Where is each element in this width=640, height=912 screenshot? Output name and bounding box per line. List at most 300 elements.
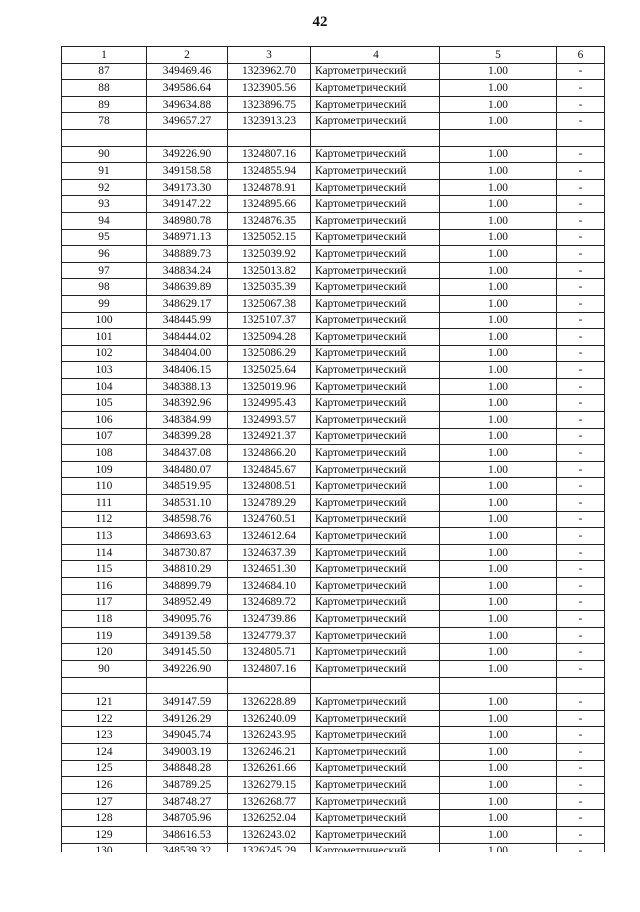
table-cell-col-1: 116 bbox=[62, 578, 147, 595]
table-cell-col-6: - bbox=[557, 445, 605, 462]
table-cell-col-3: 1326243.02 bbox=[228, 826, 311, 843]
table-cell-col-2: 348598.76 bbox=[147, 511, 228, 528]
table-cell-col-2: 348480.07 bbox=[147, 461, 228, 478]
table-cell-col-5: 1.00 bbox=[440, 345, 557, 362]
table-cell-col-5: 1.00 bbox=[440, 793, 557, 810]
table-cell-col-2: 349586.64 bbox=[147, 80, 228, 97]
table-row bbox=[62, 212, 605, 229]
table-row bbox=[62, 295, 605, 312]
table-cell-col-1: 97 bbox=[62, 262, 147, 279]
table-cell-col-6: - bbox=[557, 777, 605, 794]
table-cell-col-1: 127 bbox=[62, 793, 147, 810]
table-cell-col-2: 349158.58 bbox=[147, 163, 228, 180]
table-cell-col-3: 1323913.23 bbox=[228, 113, 311, 130]
column-header-3: 3 bbox=[228, 47, 311, 64]
table-cell-col-5: 1.00 bbox=[440, 777, 557, 794]
header-row bbox=[62, 47, 605, 64]
table-row bbox=[62, 229, 605, 246]
table-cell-col-2: 348519.95 bbox=[147, 478, 228, 495]
table-cell-col-6: - bbox=[557, 229, 605, 246]
table-cell-col-5: 1.00 bbox=[440, 528, 557, 545]
table-cell-col-1: 96 bbox=[62, 246, 147, 263]
table-cell-col-6: - bbox=[557, 793, 605, 810]
table-cell-col-1: 105 bbox=[62, 395, 147, 412]
table-cell-col-4: Картометрический bbox=[311, 412, 440, 429]
table-cell-col-5: 1.00 bbox=[440, 627, 557, 644]
table-cell-col-5: 1.00 bbox=[440, 212, 557, 229]
table-row bbox=[62, 578, 605, 595]
table-cell-col-4: Картометрический bbox=[311, 445, 440, 462]
table-cell-col-3: 1324684.10 bbox=[228, 578, 311, 595]
table-cell-col-5: 1.00 bbox=[440, 312, 557, 329]
table-cell-col-4: Картометрический bbox=[311, 196, 440, 213]
table-cell-col-3: 1324739.86 bbox=[228, 611, 311, 628]
table-cell-col-6: - bbox=[557, 378, 605, 395]
table-cell-col-6: - bbox=[557, 594, 605, 611]
table-cell-col-5: 1.00 bbox=[440, 478, 557, 495]
table-cell-col-3: 1325107.37 bbox=[228, 312, 311, 329]
table-cell-col-5: 1.00 bbox=[440, 96, 557, 113]
table-cell-col-5: 1.00 bbox=[440, 727, 557, 744]
table-cell-col-3: 1324866.20 bbox=[228, 445, 311, 462]
table-cell-col-4: Картометрический bbox=[311, 578, 440, 595]
column-header-2: 2 bbox=[147, 47, 228, 64]
table-cell-col-6: - bbox=[557, 113, 605, 130]
table-cell-col-1: 88 bbox=[62, 80, 147, 97]
table-cell-col-1: 124 bbox=[62, 743, 147, 760]
table-cell-col-3: 1324807.16 bbox=[228, 660, 311, 677]
table-cell-col-5: 1.00 bbox=[440, 63, 557, 80]
table-row bbox=[62, 428, 605, 445]
table-cell-col-1: 122 bbox=[62, 710, 147, 727]
table-cell-col-2: 348629.17 bbox=[147, 295, 228, 312]
table-cell-col-2: 349147.22 bbox=[147, 196, 228, 213]
table-cell-col-3: 1324805.71 bbox=[228, 644, 311, 661]
table-cell-col-6: - bbox=[557, 710, 605, 727]
table-cell-col-3: 1325035.39 bbox=[228, 279, 311, 296]
table-row bbox=[62, 644, 605, 661]
section-separator-row bbox=[62, 677, 605, 694]
table-cell-col-1: 106 bbox=[62, 412, 147, 429]
table-cell-col-3: 1324995.43 bbox=[228, 395, 311, 412]
page-number: 42 bbox=[312, 14, 328, 30]
table-cell-col-2: 348531.10 bbox=[147, 495, 228, 512]
table-cell-col-3: 1325039.92 bbox=[228, 246, 311, 263]
table-cell-col-5: 1.00 bbox=[440, 163, 557, 180]
table-row bbox=[62, 362, 605, 379]
table-cell-col-1: 126 bbox=[62, 777, 147, 794]
table-row bbox=[62, 777, 605, 794]
table-row bbox=[62, 727, 605, 744]
table-cell-col-3: 1326240.09 bbox=[228, 710, 311, 727]
table-cell-col-2: 349226.90 bbox=[147, 146, 228, 163]
table-cell-col-4: Картометрический bbox=[311, 96, 440, 113]
table-cell-col-6: - bbox=[557, 196, 605, 213]
table-cell-col-5: 1.00 bbox=[440, 395, 557, 412]
table-cell-col-3: 1325086.29 bbox=[228, 345, 311, 362]
table-cell-col-1: 115 bbox=[62, 561, 147, 578]
table-cell-col-3: 1324637.39 bbox=[228, 544, 311, 561]
empty-cell bbox=[228, 129, 311, 146]
table-cell-col-3: 1325013.82 bbox=[228, 262, 311, 279]
table-cell-col-4: Картометрический bbox=[311, 660, 440, 677]
table-row bbox=[62, 63, 605, 80]
table-cell-col-3: 1325019.96 bbox=[228, 378, 311, 395]
table-cell-col-2: 348980.78 bbox=[147, 212, 228, 229]
table-cell-col-2: 349147.59 bbox=[147, 694, 228, 711]
table-cell-col-6: - bbox=[557, 578, 605, 595]
table-cell-col-6: - bbox=[557, 528, 605, 545]
table-row bbox=[62, 528, 605, 545]
table-cell-col-4: Картометрический bbox=[311, 279, 440, 296]
table-cell-col-2: 349173.30 bbox=[147, 179, 228, 196]
table-cell-col-3: 1324993.57 bbox=[228, 412, 311, 429]
table-cell-col-5: 1.00 bbox=[440, 810, 557, 827]
table-row bbox=[62, 694, 605, 711]
table-cell-col-1: 109 bbox=[62, 461, 147, 478]
table-cell-col-6: - bbox=[557, 561, 605, 578]
table-cell-col-3: 1324876.35 bbox=[228, 212, 311, 229]
table-cell-col-4: Картометрический bbox=[311, 594, 440, 611]
table-cell-col-4: Картометрический bbox=[311, 644, 440, 661]
table-row bbox=[62, 611, 605, 628]
table-cell-col-4: Картометрический bbox=[311, 694, 440, 711]
table-cell-col-4: Картометрический bbox=[311, 561, 440, 578]
table-cell-col-4: Картометрический bbox=[311, 179, 440, 196]
table-cell-col-3: 1325052.15 bbox=[228, 229, 311, 246]
table-cell-col-3: 1326268.77 bbox=[228, 793, 311, 810]
empty-cell bbox=[62, 129, 147, 146]
empty-cell bbox=[147, 129, 228, 146]
table-cell-col-1: 101 bbox=[62, 329, 147, 346]
table-cell-col-5: 1.00 bbox=[440, 743, 557, 760]
table-cell-col-5: 1.00 bbox=[440, 295, 557, 312]
table-cell-col-3: 1324921.37 bbox=[228, 428, 311, 445]
empty-cell bbox=[440, 677, 557, 694]
table-cell-col-2: 348748.27 bbox=[147, 793, 228, 810]
table-cell-col-6: - bbox=[557, 212, 605, 229]
table-cell-col-6: - bbox=[557, 279, 605, 296]
column-header-5: 5 bbox=[440, 47, 557, 64]
table-cell-col-6: - bbox=[557, 611, 605, 628]
table-row bbox=[62, 594, 605, 611]
empty-cell bbox=[311, 129, 440, 146]
table-row bbox=[62, 627, 605, 644]
table-cell-col-1: 92 bbox=[62, 179, 147, 196]
empty-cell bbox=[311, 677, 440, 694]
table-cell-col-3: 1324651.30 bbox=[228, 561, 311, 578]
table-row bbox=[62, 760, 605, 777]
table-cell-col-4: Картометрический bbox=[311, 146, 440, 163]
table-cell-col-2: 348392.96 bbox=[147, 395, 228, 412]
table-cell-col-5: 1.00 bbox=[440, 445, 557, 462]
table-cell-col-4: Картометрический bbox=[311, 777, 440, 794]
table-cell-col-1: 117 bbox=[62, 594, 147, 611]
table-row bbox=[62, 163, 605, 180]
table-row bbox=[62, 80, 605, 97]
table-cell-col-1: 90 bbox=[62, 146, 147, 163]
table-cell-col-3: 1326261.66 bbox=[228, 760, 311, 777]
table-cell-col-2: 349003.19 bbox=[147, 743, 228, 760]
table-cell-col-5: 1.00 bbox=[440, 511, 557, 528]
table-header bbox=[62, 47, 605, 64]
table-cell-col-2: 348705.96 bbox=[147, 810, 228, 827]
table-row bbox=[62, 561, 605, 578]
table-cell-col-5: 1.00 bbox=[440, 461, 557, 478]
table-cell-col-4: Картометрический bbox=[311, 63, 440, 80]
table-cell-col-2: 349126.29 bbox=[147, 710, 228, 727]
table-cell-col-6: - bbox=[557, 495, 605, 512]
table-cell-col-5: 1.00 bbox=[440, 362, 557, 379]
table-cell-col-5: 1.00 bbox=[440, 578, 557, 595]
table-cell-col-4: Картометрический bbox=[311, 345, 440, 362]
table-cell-col-1: 99 bbox=[62, 295, 147, 312]
table-row bbox=[62, 743, 605, 760]
table-cell-col-4: Картометрический bbox=[311, 362, 440, 379]
table-cell-col-5: 1.00 bbox=[440, 246, 557, 263]
table-cell-col-4: Картометрический bbox=[311, 312, 440, 329]
table-cell-col-6: - bbox=[557, 743, 605, 760]
table-cell-col-2: 348971.13 bbox=[147, 229, 228, 246]
table-row bbox=[62, 246, 605, 263]
table-cell-col-2: 348445.99 bbox=[147, 312, 228, 329]
table-cell-col-1: 111 bbox=[62, 495, 147, 512]
table-cell-col-5: 1.00 bbox=[440, 561, 557, 578]
table-cell-col-1: 129 bbox=[62, 826, 147, 843]
table-cell-col-6: - bbox=[557, 826, 605, 843]
table-cell-col-5: 1.00 bbox=[440, 544, 557, 561]
table-cell-col-4: Картометрический bbox=[311, 810, 440, 827]
table-cell-col-1: 93 bbox=[62, 196, 147, 213]
table-row bbox=[62, 329, 605, 346]
table-cell-col-3: 1324878.91 bbox=[228, 179, 311, 196]
column-header-6: 6 bbox=[557, 47, 605, 64]
table-cell-col-3: 1325094.28 bbox=[228, 329, 311, 346]
table-cell-col-2: 349095.76 bbox=[147, 611, 228, 628]
table-cell-col-4: Картометрический bbox=[311, 428, 440, 445]
table-row bbox=[62, 113, 605, 130]
table-cell-col-6: - bbox=[557, 644, 605, 661]
table-cell-col-6: - bbox=[557, 63, 605, 80]
table-cell-col-1: 128 bbox=[62, 810, 147, 827]
table-cell-col-4: Картометрический bbox=[311, 163, 440, 180]
table-cell-col-5: 1.00 bbox=[440, 826, 557, 843]
table-row bbox=[62, 96, 605, 113]
table-cell-col-6: - bbox=[557, 96, 605, 113]
table-cell-col-1: 118 bbox=[62, 611, 147, 628]
table-cell-col-6: - bbox=[557, 262, 605, 279]
table-cell-col-4: Картометрический bbox=[311, 262, 440, 279]
table-cell-col-5: 1.00 bbox=[440, 329, 557, 346]
table-cell-col-6: - bbox=[557, 727, 605, 744]
table-cell-col-2: 349469.46 bbox=[147, 63, 228, 80]
table-cell-col-3: 1324895.66 bbox=[228, 196, 311, 213]
table-cell-col-5: 1.00 bbox=[440, 495, 557, 512]
coordinates-table bbox=[61, 46, 605, 910]
table-row bbox=[62, 495, 605, 512]
table-cell-col-4: Картометрический bbox=[311, 544, 440, 561]
table-row bbox=[62, 710, 605, 727]
table-cell-col-5: 1.00 bbox=[440, 710, 557, 727]
table-row bbox=[62, 279, 605, 296]
table-cell-col-4: Картометрический bbox=[311, 760, 440, 777]
table-cell-col-3: 1325025.64 bbox=[228, 362, 311, 379]
table-cell-col-5: 1.00 bbox=[440, 378, 557, 395]
table-cell-col-1: 102 bbox=[62, 345, 147, 362]
table-cell-col-6: - bbox=[557, 80, 605, 97]
table-cell-col-3: 1324689.72 bbox=[228, 594, 311, 611]
table-cell-col-1: 112 bbox=[62, 511, 147, 528]
table-cell-col-6: - bbox=[557, 312, 605, 329]
table-cell-col-2: 349657.27 bbox=[147, 113, 228, 130]
table-cell-col-1: 98 bbox=[62, 279, 147, 296]
table-row bbox=[62, 445, 605, 462]
table-cell-col-5: 1.00 bbox=[440, 644, 557, 661]
table-cell-col-1: 100 bbox=[62, 312, 147, 329]
table-cell-col-2: 348834.24 bbox=[147, 262, 228, 279]
table-cell-col-6: - bbox=[557, 810, 605, 827]
table-cell-col-2: 349634.88 bbox=[147, 96, 228, 113]
empty-cell bbox=[147, 677, 228, 694]
table-cell-col-4: Картометрический bbox=[311, 212, 440, 229]
table-cell-col-4: Картометрический bbox=[311, 495, 440, 512]
table-cell-col-3: 1323896.75 bbox=[228, 96, 311, 113]
table-cell-col-5: 1.00 bbox=[440, 428, 557, 445]
column-header-4: 4 bbox=[311, 47, 440, 64]
table-cell-col-4: Картометрический bbox=[311, 246, 440, 263]
table-cell-col-3: 1324808.51 bbox=[228, 478, 311, 495]
table-cell-col-2: 348899.79 bbox=[147, 578, 228, 595]
table-cell-col-1: 90 bbox=[62, 660, 147, 677]
table-cell-col-1: 113 bbox=[62, 528, 147, 545]
table-cell-col-6: - bbox=[557, 412, 605, 429]
table-body bbox=[62, 63, 605, 909]
table-cell-col-4: Картометрический bbox=[311, 743, 440, 760]
table-cell-col-1: 107 bbox=[62, 428, 147, 445]
table-cell-col-1: 110 bbox=[62, 478, 147, 495]
table-row bbox=[62, 312, 605, 329]
table-row bbox=[62, 262, 605, 279]
table-cell-col-2: 348384.99 bbox=[147, 412, 228, 429]
table-cell-col-3: 1324807.16 bbox=[228, 146, 311, 163]
table-cell-col-2: 348693.63 bbox=[147, 528, 228, 545]
table-cell-col-4: Картометрический bbox=[311, 826, 440, 843]
table-cell-col-5: 1.00 bbox=[440, 412, 557, 429]
table-cell-col-1: 104 bbox=[62, 378, 147, 395]
table-cell-col-6: - bbox=[557, 627, 605, 644]
table-cell-col-3: 1325067.38 bbox=[228, 295, 311, 312]
table-cell-col-3: 1326246.21 bbox=[228, 743, 311, 760]
table-cell-col-1: 87 bbox=[62, 63, 147, 80]
table-cell-col-4: Картометрический bbox=[311, 461, 440, 478]
table-cell-col-4: Картометрический bbox=[311, 229, 440, 246]
table-cell-col-3: 1323962.70 bbox=[228, 63, 311, 80]
table-cell-col-3: 1323905.56 bbox=[228, 80, 311, 97]
section-separator-row bbox=[62, 129, 605, 146]
table-cell-col-6: - bbox=[557, 428, 605, 445]
table-row bbox=[62, 345, 605, 362]
table-cell-col-4: Картометрический bbox=[311, 727, 440, 744]
table-row bbox=[62, 179, 605, 196]
table-cell-col-5: 1.00 bbox=[440, 229, 557, 246]
table-cell-col-2: 349139.58 bbox=[147, 627, 228, 644]
table-cell-col-1: 91 bbox=[62, 163, 147, 180]
table-cell-col-1: 119 bbox=[62, 627, 147, 644]
table-cell-col-3: 1324760.51 bbox=[228, 511, 311, 528]
table-cell-col-2: 348730.87 bbox=[147, 544, 228, 561]
table-cell-col-6: - bbox=[557, 329, 605, 346]
table-cell-col-4: Картометрический bbox=[311, 395, 440, 412]
table-cell-col-2: 348388.13 bbox=[147, 378, 228, 395]
table-cell-col-2: 348889.73 bbox=[147, 246, 228, 263]
page-bottom-margin bbox=[55, 852, 615, 912]
table-cell-col-6: - bbox=[557, 511, 605, 528]
table-cell-col-2: 349226.90 bbox=[147, 660, 228, 677]
table-row bbox=[62, 660, 605, 677]
table-row bbox=[62, 478, 605, 495]
table-cell-col-3: 1324845.67 bbox=[228, 461, 311, 478]
table-cell-col-4: Картометрический bbox=[311, 80, 440, 97]
table-cell-col-3: 1326243.95 bbox=[228, 727, 311, 744]
table-cell-col-5: 1.00 bbox=[440, 694, 557, 711]
table-cell-col-4: Картометрический bbox=[311, 511, 440, 528]
table-cell-col-2: 348616.53 bbox=[147, 826, 228, 843]
table-cell-col-2: 349145.50 bbox=[147, 644, 228, 661]
table-row bbox=[62, 461, 605, 478]
table-cell-col-4: Картометрический bbox=[311, 295, 440, 312]
table-cell-col-4: Картометрический bbox=[311, 793, 440, 810]
table-cell-col-4: Картометрический bbox=[311, 113, 440, 130]
table-cell-col-6: - bbox=[557, 694, 605, 711]
table-cell-col-2: 348406.15 bbox=[147, 362, 228, 379]
table-cell-col-6: - bbox=[557, 395, 605, 412]
table-row bbox=[62, 511, 605, 528]
empty-cell bbox=[228, 677, 311, 694]
table-cell-col-2: 348437.08 bbox=[147, 445, 228, 462]
table-cell-col-2: 348639.89 bbox=[147, 279, 228, 296]
table-cell-col-1: 123 bbox=[62, 727, 147, 744]
table-cell-col-1: 95 bbox=[62, 229, 147, 246]
table-cell-col-5: 1.00 bbox=[440, 80, 557, 97]
table-cell-col-1: 108 bbox=[62, 445, 147, 462]
empty-cell bbox=[62, 677, 147, 694]
table-cell-col-5: 1.00 bbox=[440, 113, 557, 130]
table-cell-col-6: - bbox=[557, 544, 605, 561]
column-header-1: 1 bbox=[62, 47, 147, 64]
table-cell-col-4: Картометрический bbox=[311, 378, 440, 395]
table-cell-col-4: Картометрический bbox=[311, 627, 440, 644]
table-row bbox=[62, 826, 605, 843]
table-cell-col-4: Картометрический bbox=[311, 528, 440, 545]
table-cell-col-2: 348848.28 bbox=[147, 760, 228, 777]
table-row bbox=[62, 793, 605, 810]
table-cell-col-2: 348404.00 bbox=[147, 345, 228, 362]
table-cell-col-4: Картометрический bbox=[311, 710, 440, 727]
table-cell-col-5: 1.00 bbox=[440, 196, 557, 213]
table-cell-col-6: - bbox=[557, 362, 605, 379]
table-cell-col-5: 1.00 bbox=[440, 594, 557, 611]
table-cell-col-1: 89 bbox=[62, 96, 147, 113]
table-cell-col-2: 348399.28 bbox=[147, 428, 228, 445]
table-cell-col-5: 1.00 bbox=[440, 179, 557, 196]
table-cell-col-1: 103 bbox=[62, 362, 147, 379]
empty-cell bbox=[557, 129, 605, 146]
empty-cell bbox=[440, 129, 557, 146]
table-cell-col-3: 1324779.37 bbox=[228, 627, 311, 644]
table-cell-col-5: 1.00 bbox=[440, 279, 557, 296]
table-cell-col-6: - bbox=[557, 146, 605, 163]
table-cell-col-5: 1.00 bbox=[440, 760, 557, 777]
